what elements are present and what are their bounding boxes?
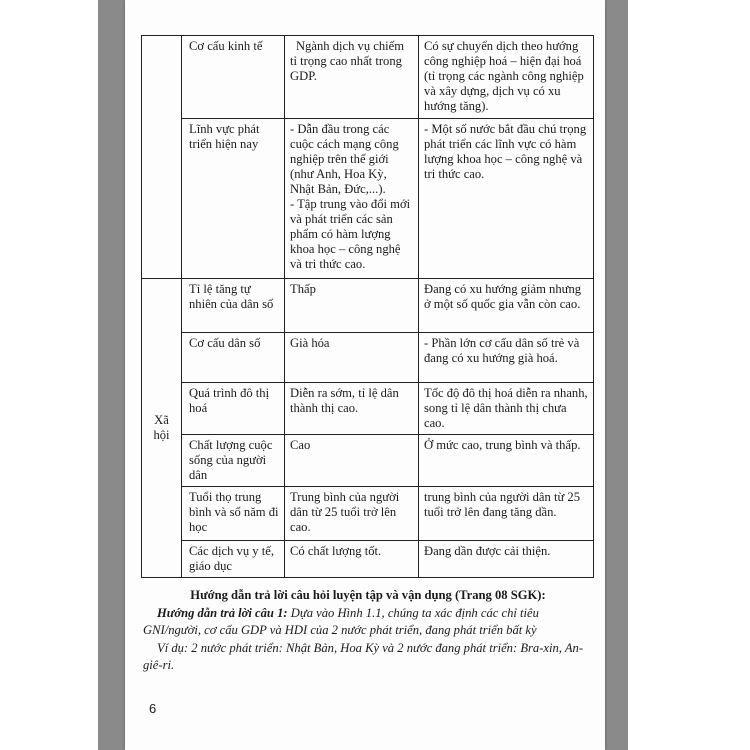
- guide-title: Hướng dẫn trả lời câu hỏi luyện tập và vận dụng (Trang 08 SGK):: [190, 588, 546, 602]
- developed-cell: [285, 119, 419, 279]
- page-number: 6: [149, 701, 157, 716]
- developed-point: - Tập trung vào đổi mới và phát triển các sản phẩm có hàm lượng khoa học – công nghệ và tri thức cao.: [290, 197, 411, 271]
- developing-cell: - Phần lớn cơ cấu dân số trẻ và đang có xu hướng già hoá.: [419, 333, 594, 383]
- developed-cell: [285, 36, 419, 119]
- developed-cell: Có chất lượng tốt.: [285, 541, 419, 578]
- developed-cell: Trung bình của người dân từ 25 tuổi trở lên cao.: [285, 487, 419, 541]
- table-row: [142, 541, 594, 578]
- criterion-cell: Cơ cấu kinh tế: [182, 36, 285, 119]
- guide-example: Ví dụ: 2 nước phát triển: Nhật Bản, Hoa Kỳ và 2 nước đang phát triển: Bra-xin, An-giê-ri.: [143, 640, 584, 672]
- table-row: [142, 487, 594, 541]
- table-row: [142, 435, 594, 487]
- group-label-line: hội: [153, 428, 170, 442]
- developing-cell: Tốc độ đô thị hoá diễn ra nhanh, song tỉ lệ dân thành thị chưa cao.: [419, 383, 594, 435]
- criterion-cell: Cơ cấu dân số: [182, 333, 285, 383]
- developed-cell: Diễn ra sớm, tỉ lệ dân thành thị cao.: [285, 383, 419, 435]
- group-label-line: Xã: [154, 413, 169, 427]
- question-label: Hướng dẫn trả lời câu 1:: [157, 605, 288, 620]
- criterion-cell: Các dịch vụ y tế, giáo dục: [182, 541, 285, 578]
- criterion-cell: Lĩnh vực phát triển hiện nay: [182, 119, 285, 279]
- criterion-cell: Tuổi thọ trung bình và số năm đi học: [182, 487, 285, 541]
- criterion-cell: Chất lượng cuộc sống của người dân: [182, 435, 285, 487]
- society-group-cell: [142, 279, 182, 578]
- developed-cell: Thấp: [285, 279, 419, 333]
- developing-cell: Đang có xu hướng giảm nhưng ở một số quốc gia vẫn còn cao.: [419, 279, 594, 333]
- answer-guide: [143, 587, 593, 675]
- guide-question-1: [143, 605, 593, 640]
- table-row: [142, 36, 594, 119]
- developing-cell: Có sự chuyển dịch theo hướng công nghiệp hoá – hiện đại hoá (tỉ trọng các ngành công nghiệp và xây dựng, dịch vụ có xu hướng tăng).: [419, 36, 594, 119]
- table-row: [142, 383, 594, 435]
- developed-point: - Dẫn đầu trong các cuộc cách mạng công nghiệp trên thế giới (như Anh, Hoa Kỳ, Nhật Bản, Đức,...).: [290, 122, 399, 196]
- developing-cell: - Một số nước bắt đầu chú trọng phát triển các lĩnh vực có hàm lượng khoa học – công nghệ và tri thức cao.: [419, 119, 594, 279]
- comparison-table: [141, 35, 594, 578]
- table-row: [142, 333, 594, 383]
- criterion-cell: Tỉ lệ tăng tự nhiên của dân số: [182, 279, 285, 333]
- criterion-cell: Quá trình đô thị hoá: [182, 383, 285, 435]
- document-page: [125, 0, 605, 750]
- developed-cell: Cao: [285, 435, 419, 487]
- developed-cell: Già hóa: [285, 333, 419, 383]
- table-row: [142, 119, 594, 279]
- developed-text: Ngành dịch vụ chiếm tỉ trọng cao nhất trong GDP.: [290, 39, 405, 83]
- economy-group-cell: [142, 36, 182, 279]
- developing-cell: Ở mức cao, trung bình và thấp.: [419, 435, 594, 487]
- question-text: Dựa vào Hình 1.1, chúng ta xác định các chỉ tiêu GNI/người, cơ cấu GDP và HDI của 2 nước phát triển, đang phát triển bất kỳ: [143, 605, 539, 637]
- table-row: [142, 279, 594, 333]
- developing-cell: trung bình của người dân từ 25 tuổi trở lên đang tăng dần.: [419, 487, 594, 541]
- developing-cell: Đang dần được cải thiện.: [419, 541, 594, 578]
